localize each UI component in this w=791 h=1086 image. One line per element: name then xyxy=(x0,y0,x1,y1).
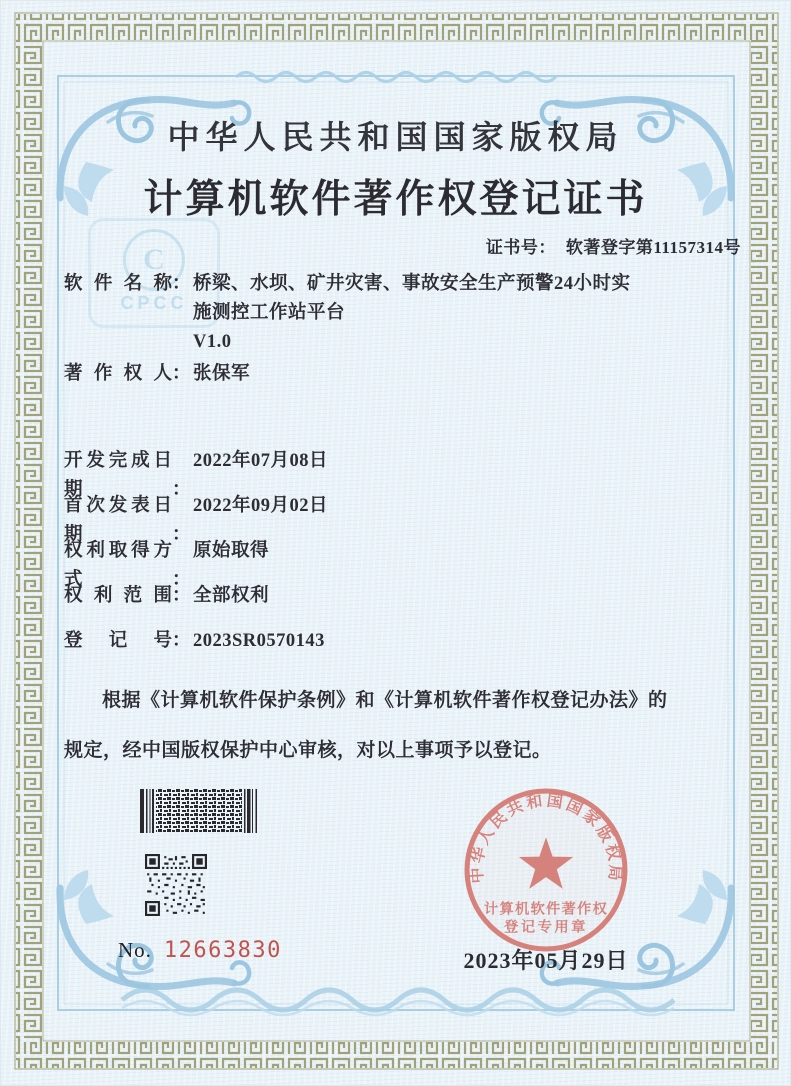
official-seal xyxy=(462,786,630,954)
cpcc-watermark-emblem: C xyxy=(123,229,185,291)
field-label: 首次发表日期 ： xyxy=(64,496,191,545)
field-value: 2022年07月08日 xyxy=(193,451,329,471)
statement-line-2: 规定，经中国版权保护中心审核，对以上事项予以登记。 xyxy=(64,740,552,761)
software-name-line-1: 桥梁、水坝、矿井灾害、事故安全生产预警24小时实 xyxy=(193,274,631,294)
field-label: 软件名称： xyxy=(64,274,191,294)
field-row-right-scope xyxy=(64,582,269,611)
certificate-number-value: 软著登字第11157314号 xyxy=(565,238,741,257)
issuing-authority-title: 中华人民共和国国家版权局 xyxy=(167,119,624,155)
statement-line-1: 根据《计算机软件保护条例》和《计算机软件著作权登记办法》的 xyxy=(102,690,668,711)
field-label: 登记号： xyxy=(64,631,191,651)
registration-statement xyxy=(64,676,704,776)
cpcc-watermark-text: CPCC xyxy=(120,293,188,313)
field-label: 权利范围： xyxy=(64,586,191,606)
field-label: 开发完成日期 ： xyxy=(64,451,191,500)
qr-code-icon xyxy=(145,854,207,916)
serial-number-line xyxy=(118,938,282,963)
serial-prefix: No. xyxy=(118,938,152,962)
software-version: V1.0 xyxy=(193,332,232,352)
field-row-registration-no xyxy=(64,627,325,656)
field-value: 全部权利 xyxy=(193,586,270,606)
field-value: 原始取得 xyxy=(193,541,270,561)
field-value: 2023SR0570143 xyxy=(193,631,325,651)
issue-date: 2023年05月29日 xyxy=(463,948,629,973)
field-row-software-name xyxy=(64,270,631,357)
field-row-copyright-owner xyxy=(64,360,250,389)
serial-number: 12663830 xyxy=(163,938,282,963)
certificate-number-label: 证书号： xyxy=(485,238,556,257)
certificate-number-line xyxy=(486,233,741,258)
field-value: 张保军 xyxy=(193,364,251,384)
certificate-title: 计算机软件著作权登记证书 xyxy=(143,178,648,221)
field-value: 2022年09月02日 xyxy=(193,496,329,516)
field-label: 著作权人： xyxy=(64,364,191,384)
barcode-icon xyxy=(140,789,258,833)
seal-ring-text: 中华人民共和国国家版权局 xyxy=(468,792,624,884)
field-label: 权利取得方式 ： xyxy=(64,541,191,590)
seal-text-line2: 登记专用章 xyxy=(504,919,588,936)
seal-text-line1: 计算机软件著作权 xyxy=(483,901,609,918)
software-name-line-2: 施测控工作站平台 xyxy=(193,303,346,323)
field-value xyxy=(193,270,631,357)
